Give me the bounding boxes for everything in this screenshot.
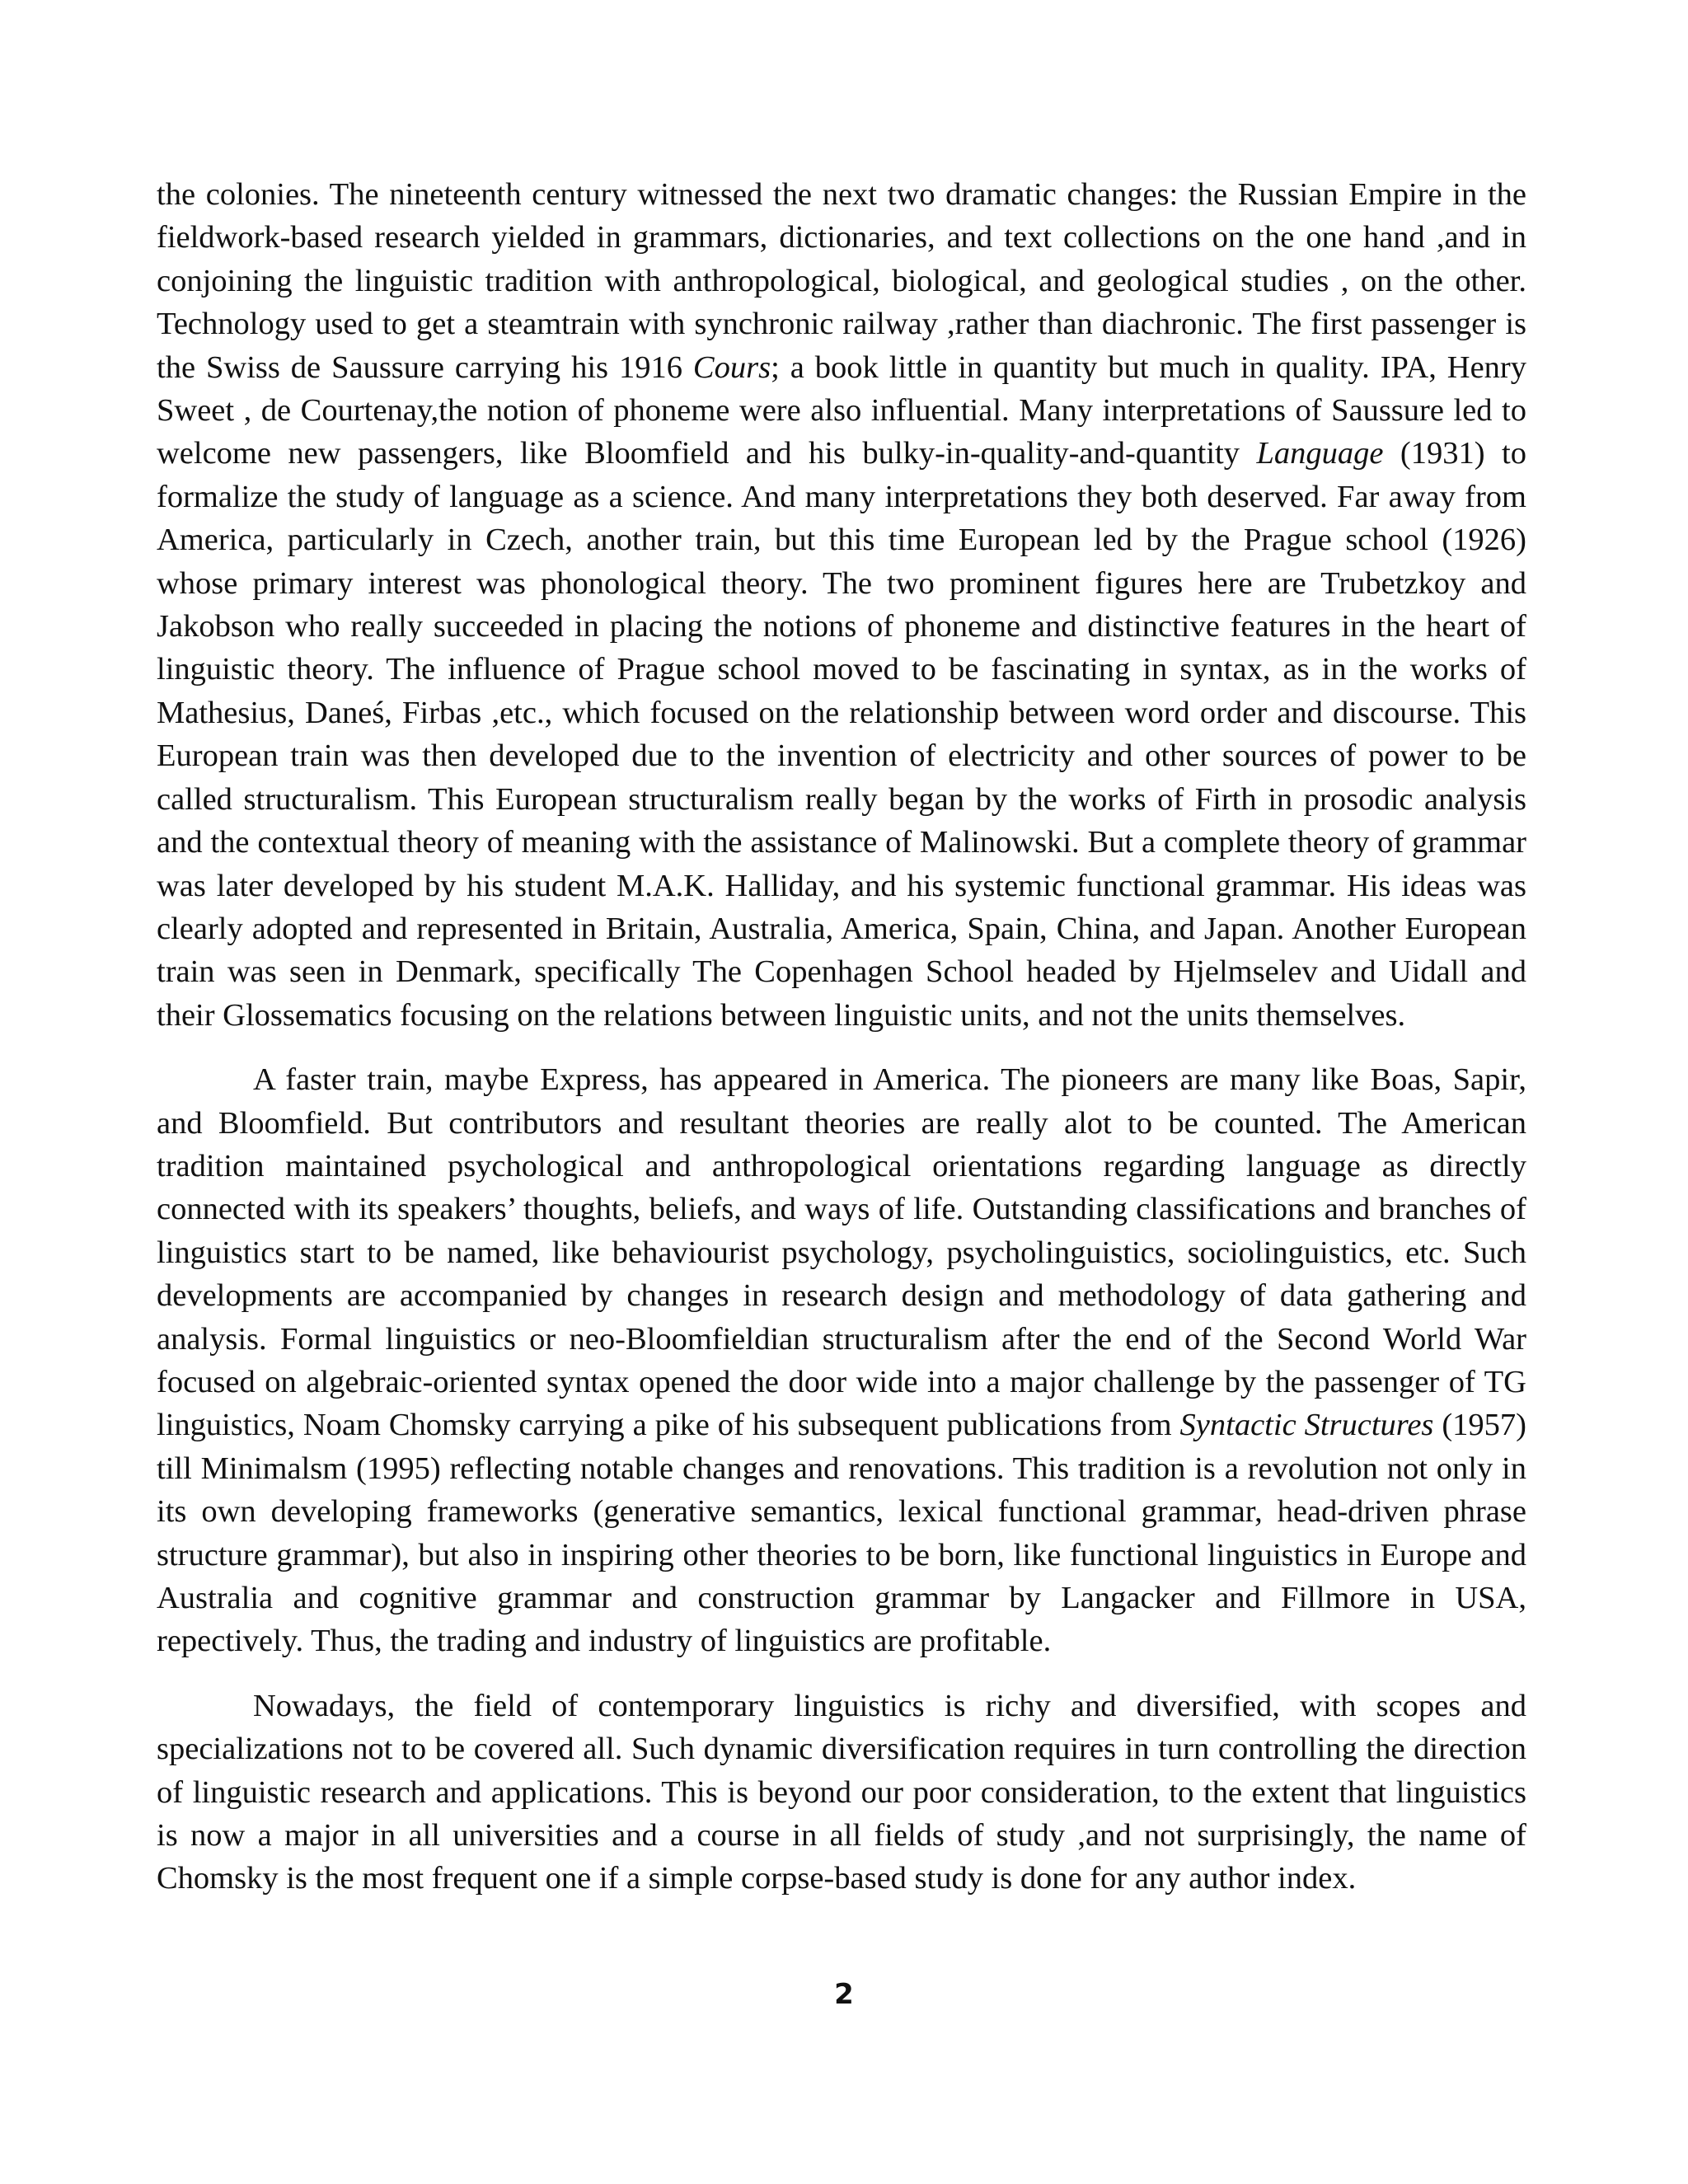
paragraph-1: [157, 173, 1526, 1037]
paragraph-2: [157, 1058, 1526, 1663]
book-title-cours: Cours: [692, 349, 771, 385]
body-text: [157, 173, 1526, 1900]
paragraph-1-text: (1931) to formalize the study of language as a science. And many interpretations they both deserved. Far away from America, particularly in Czech, another train, but this time European led by the Prague school (1926) whose primary interest was phonological theory. The two prominent figures here are Trubetzkoy and Jakobson who really succeeded in placing the notions of phoneme and distinctive features in the heart of linguistic theory. The influence of Prague school moved to be fascinating in syntax, as in the works of Mathesius, Daneś, Firbas ,etc., which focused on the relationship between word order and discourse. This European train was then developed due to the invention of electricity and other sources of power to be called structuralism. This European structuralism really began by the works of Firth in prosodic analysis and the contextual theory of meaning with the assistance of Malinowski. But a complete theory of grammar was later developed by his student M.A.K. Halliday, and his systemic functional grammar. His ideas was clearly adopted and represented in Britain, Australia, America, Spain, China, and Japan. Another European train was seen in Denmark, specifically The Copenhagen School headed by Hjelmselev and Uidall and their Glossematics focusing on the relations between linguistic units, and not the units themselves.: [157, 436, 1526, 1033]
paragraph-1-text: ; a book little in quantity but much in quality. IPA, Henry Sweet , de Courtenay,the notion of phoneme were also influential. Many interpretations of Saussure led to welcome new passengers, like Bloomfield and his bulky-in-quality-and-quantity: [157, 349, 1526, 471]
paragraph-2-text: (1957) till Minimalsm (1995) reflecting notable changes and renovations. This tradition is a revolution not only in its own developing frameworks (generative semantics, lexical functional grammar, head-driven phrase structure grammar), but also in inspiring other theories to be born, like functional linguistics in Europe and Australia and cognitive grammar and construction grammar by Langacker and Fillmore in USA, repectively. Thus, the trading and industry of linguistics are profitable.: [157, 1408, 1526, 1659]
paragraph-2-text: A faster train, maybe Express, has appeared in America. The pioneers are many like Boas, Sapir, and Bloomfield. But contributors and resultant theories are really alot to be counted. The American tradition maintained psychological and anthropological orientations regarding language as directly connected with its speakers’ thoughts, beliefs, and ways of life. Outstanding classifications and branches of linguistics start to be named, like behaviourist psychology, psycholinguistics, sociolinguistics, etc. Such developments are accompanied by changes in research design and methodology of data gathering and analysis. Formal linguistics or neo-Bloomfieldian structuralism after the end of the Second World War focused on algebraic-oriented syntax opened the door wide into a major challenge by the passenger of TG linguistics, Noam Chomsky carrying a pike of his subsequent publications from: [157, 1062, 1526, 1443]
page-number: 2: [834, 1978, 854, 2011]
book-title-syntactic-structures: Syntactic Structures: [1179, 1408, 1434, 1443]
paragraph-1-text: the colonies. The nineteenth century witnessed the next two dramatic changes: the Russian Empire in the fieldwork-based research yielded in grammars, dictionaries, and text collections on the one hand ,and in conjoining the linguistic tradition with anthropological, biological, and geological studies , on the other. Technology used to get a steamtrain with synchronic railway ,rather than diachronic. The first passenger is the Swiss de Saussure carrying his 1916: [157, 177, 1526, 385]
paragraph-3: [157, 1685, 1526, 1900]
paragraph-3-text: Nowadays, the field of contemporary linguistics is richy and diversified, with scopes and specializations not to be covered all. Such dynamic diversification requires in turn controlling the direction of linguistic research and applications. This is beyond our poor consideration, to the extent that linguistics is now a major in all universities and a course in all fields of study ,and not surprisingly, the name of Chomsky is the most frequent one if a simple corpse-based study is done for any author index.: [157, 1688, 1526, 1896]
book-title-language: Language: [1256, 436, 1384, 471]
